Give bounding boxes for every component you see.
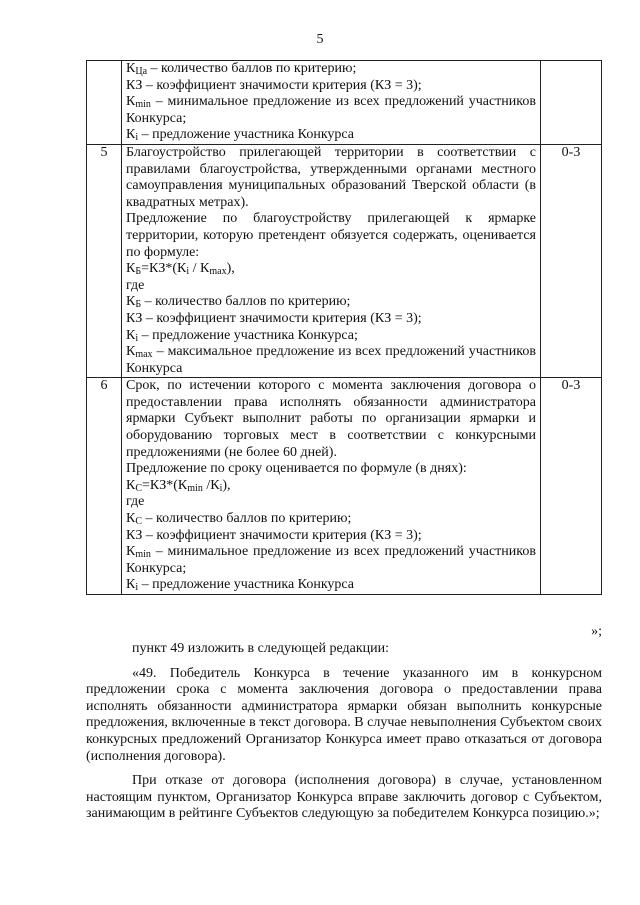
definition-line: $К_{min}$ – минимальное предложение из всех предложений участников Конкурса; — [126, 94, 536, 126]
score-range: 0-3 — [541, 378, 602, 595]
definition-line: $К_i$ – предложение участника Конкурса — [126, 127, 355, 144]
amendment-paragraph: «49. Победитель Конкурса в течение указанного им в конкурсном предложении срока с момента заключения договора о предоставлении права исполнять обязанности администратора ярмарки обязан выполнить конкурсные предложения, включенные в текст договора. В случае невыполнения Субъектом своих конкурсных предложений Организатор Конкурса имеет право отказаться от договора (исполнения договора). — [86, 665, 602, 764]
where-word: где — [126, 494, 145, 510]
amendment-paragraph: При отказе от договора (исполнения договора) в случае, установленном настоящим пунктом, Организатор Конкурса вправе заключить договор с Субъектом, занимающим в рейтинге Субъектов следующую за победителем Конкурса позицию.»; — [86, 773, 602, 822]
criterion-offer: Предложение по благоустройству прилегающей к ярмарке территории, которую претендент обязуется содержать, оценивается по формуле: — [126, 211, 536, 260]
definition-line: $К_{min}$ – минимальное предложение из всех предложений участников Конкурса; — [126, 544, 536, 576]
where-word: где — [126, 277, 145, 293]
criterion-intro: Благоустройство прилегающей территории в соответствии с правилами благоустройства, утвержденными органами местного самоуправления муниципальных образований Тверской области (в квадратных метрах). — [126, 144, 536, 210]
row-number: 6 — [87, 378, 122, 595]
formula: $К_С=КЗ*(К_{min}$ $/К_i$), — [126, 477, 231, 494]
score-range — [541, 61, 602, 145]
definition-line: КЗ – коэффициент значимости критерия (КЗ = 3); — [126, 527, 422, 543]
amendment-text — [86, 641, 602, 823]
criterion-description — [122, 144, 541, 377]
formula: $К_Б=КЗ*(К_i / К_{max})$, — [126, 261, 235, 278]
table-row — [87, 61, 602, 145]
closing-quote: »; — [591, 624, 602, 639]
page-number: 5 — [316, 32, 324, 47]
definition-line: КЗ – коэффициент значимости критерия (КЗ = 3); — [126, 310, 422, 326]
definition-line: $К_С$ – количество баллов по критерию; — [126, 511, 352, 528]
definition-line: $К_i$ – предложение участника Конкурса — [126, 577, 355, 594]
criterion-intro: Срок, по истечении которого с момента заключения договора о предоставлении права исполнять обязанности администратора ярмарки Субъект выполнит работы по организации ярмарки и оборудованию торговых мест в соответствии с конкурсными предложениями (не более 60 дней). — [126, 378, 536, 460]
definition-line: $К_{Ца}$ – количество баллов по критерию; — [126, 61, 357, 77]
criterion-description — [122, 378, 541, 595]
criterion-offer: Предложение по сроку оценивается по формуле (в днях): — [126, 461, 467, 477]
row-number: 5 — [87, 144, 122, 377]
table-row — [87, 144, 602, 377]
definition-line: $К_Б$ – количество баллов по критерию; — [126, 294, 351, 311]
score-range: 0-3 — [541, 144, 602, 377]
criterion-description — [122, 61, 541, 145]
definition-line: КЗ – коэффициент значимости критерия (КЗ = 3); — [126, 77, 422, 93]
criteria-table — [86, 60, 602, 595]
amendment-lead: пункт 49 изложить в следующей редакции: — [132, 641, 389, 656]
definition-line: $К_{max}$ – максимальное предложение из всех предложений участников Конкурса — [126, 344, 536, 376]
table-row — [87, 378, 602, 595]
definition-line: $К_i$ – предложение участника Конкурса; — [126, 327, 358, 344]
row-number — [87, 61, 122, 145]
